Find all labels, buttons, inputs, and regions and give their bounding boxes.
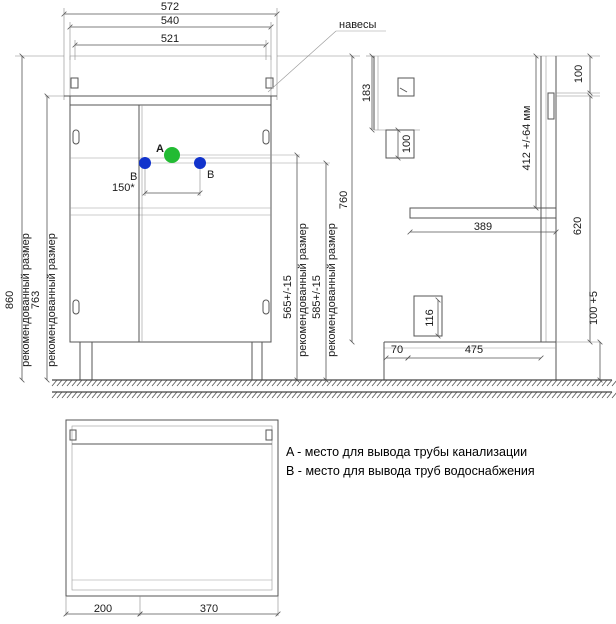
floor-hatch-mark xyxy=(362,392,367,398)
floor-hatch-mark xyxy=(237,380,242,386)
floor-hatch-mark xyxy=(497,380,502,386)
floor-hatch-mark xyxy=(392,392,397,398)
floor-hatch-mark xyxy=(217,392,222,398)
floor-hatch-mark xyxy=(182,392,187,398)
floor-hatch-mark xyxy=(452,392,457,398)
floor-hatch-mark xyxy=(192,380,197,386)
floor-hatch-mark xyxy=(207,380,212,386)
height-763-label: 763 xyxy=(30,290,42,310)
floor-hatching xyxy=(52,380,616,398)
outlet-b-left-marker xyxy=(139,157,151,169)
floor-hatch-mark xyxy=(382,392,387,398)
floor-hatch-mark xyxy=(82,380,87,386)
floor-hatch-mark xyxy=(92,392,97,398)
floor-hatch-mark xyxy=(292,392,297,398)
floor-hatch-mark xyxy=(492,392,497,398)
width-572-label: 572 xyxy=(160,1,180,13)
floor-hatch-mark xyxy=(527,380,532,386)
floor-hatch-mark xyxy=(197,380,202,386)
floor-hatch-mark xyxy=(207,392,212,398)
floor-hatch-mark xyxy=(152,380,157,386)
floor-hatch-mark xyxy=(417,380,422,386)
floor-hatch-mark xyxy=(62,380,67,386)
floor-hatch-mark xyxy=(467,392,472,398)
floor-hatch-mark xyxy=(507,392,512,398)
floor-hatch-mark xyxy=(302,392,307,398)
floor-hatch-mark xyxy=(232,392,237,398)
floor-hatch-mark xyxy=(242,392,247,398)
floor-hatch-mark xyxy=(122,380,127,386)
floor-hatch-mark xyxy=(262,380,267,386)
floor-hatch-mark xyxy=(147,392,152,398)
floor-hatch-mark xyxy=(172,392,177,398)
floor-hatch-mark xyxy=(317,380,322,386)
floor-hatch-mark xyxy=(332,380,337,386)
floor-hatch-mark xyxy=(247,380,252,386)
floor-hatch-mark xyxy=(432,392,437,398)
floor-hatch-mark xyxy=(322,392,327,398)
floor-hatch-mark xyxy=(222,392,227,398)
outlet-b-left-label: B xyxy=(130,171,138,183)
floor-hatch-mark xyxy=(132,392,137,398)
outlet-spacing-label: 150* xyxy=(112,182,135,194)
floor-hatch-mark xyxy=(162,392,167,398)
floor-hatch-mark xyxy=(407,392,412,398)
floor-hatch-mark xyxy=(302,380,307,386)
floor-hatch-mark xyxy=(582,392,587,398)
floor-hatch-mark xyxy=(262,392,267,398)
floor-hatch-mark xyxy=(97,380,102,386)
floor-hatch-mark xyxy=(72,380,77,386)
floor-hatch-mark xyxy=(352,392,357,398)
floor-hatch-mark xyxy=(192,392,197,398)
floor-hatch-mark xyxy=(517,380,522,386)
dim-100-left-label: 100 xyxy=(401,134,413,154)
floor-hatch-mark xyxy=(252,392,257,398)
floor-hatch-mark xyxy=(602,392,607,398)
floor-hatch-mark xyxy=(402,392,407,398)
floor-hatch-mark xyxy=(542,392,547,398)
floor-hatch-mark xyxy=(457,392,462,398)
floor-hatch-mark xyxy=(597,392,602,398)
floor-hatch-mark xyxy=(502,380,507,386)
floor-hatch-mark xyxy=(402,380,407,386)
floor-hatch-mark xyxy=(277,380,282,386)
floor-hatch-mark xyxy=(137,380,142,386)
floor-hatch-mark xyxy=(397,380,402,386)
floor-hatch-mark xyxy=(552,380,557,386)
floor-hatch-mark xyxy=(147,380,152,386)
floor-hatch-mark xyxy=(312,392,317,398)
floor-hatch-mark xyxy=(497,392,502,398)
floor-hatch-mark xyxy=(467,380,472,386)
floor-hatch-mark xyxy=(612,392,616,398)
floor-hatch-mark xyxy=(482,392,487,398)
floor-hatch-mark xyxy=(87,392,92,398)
floor-hatch-mark xyxy=(167,380,172,386)
floor-hatch-mark xyxy=(547,380,552,386)
outlet-height-585-caption: рекомендованный размер xyxy=(326,223,338,357)
floor-hatch-mark xyxy=(442,380,447,386)
dim-116-label: 116 xyxy=(424,309,436,327)
floor-hatch-mark xyxy=(242,380,247,386)
floor-hatch-mark xyxy=(107,392,112,398)
floor-hatch-mark xyxy=(202,380,207,386)
floor-hatch-mark xyxy=(102,380,107,386)
floor-hatch-mark xyxy=(562,392,567,398)
floor-hatch-mark xyxy=(612,380,616,386)
floor-hatch-mark xyxy=(287,392,292,398)
plan-dim-370-label: 370 xyxy=(199,603,219,615)
floor-hatch-mark xyxy=(407,380,412,386)
floor-hatch-mark xyxy=(127,392,132,398)
floor-hatch-mark xyxy=(272,392,277,398)
floor-hatch-mark xyxy=(182,380,187,386)
floor-hatch-mark xyxy=(132,380,137,386)
floor-hatch-mark xyxy=(92,380,97,386)
floor-hatch-mark xyxy=(312,380,317,386)
floor-hatch-mark xyxy=(112,392,117,398)
floor-hatch-mark xyxy=(157,392,162,398)
floor-hatch-mark xyxy=(237,392,242,398)
floor-hatch-mark xyxy=(532,380,537,386)
floor-hatch-mark xyxy=(592,380,597,386)
floor-hatch-mark xyxy=(212,392,217,398)
height-860-caption: рекомендованный размер xyxy=(20,233,32,367)
width-540-label: 540 xyxy=(160,15,180,27)
outlet-b-right-marker xyxy=(194,157,206,169)
floor-hatch-mark xyxy=(542,380,547,386)
floor-hatch-mark xyxy=(502,392,507,398)
floor-hatch-mark xyxy=(67,392,72,398)
floor-hatch-mark xyxy=(462,380,467,386)
floor-hatch-mark xyxy=(327,392,332,398)
floor-hatch-mark xyxy=(342,380,347,386)
floor-hatch-mark xyxy=(362,380,367,386)
floor-hatch-mark xyxy=(272,380,277,386)
floor-hatch-mark xyxy=(472,392,477,398)
floor-hatch-mark xyxy=(347,380,352,386)
floor-hatch-mark xyxy=(417,392,422,398)
floor-hatch-mark xyxy=(352,380,357,386)
floor-hatch-mark xyxy=(252,380,257,386)
floor-hatch-mark xyxy=(527,392,532,398)
floor-hatch-mark xyxy=(412,380,417,386)
floor-hatch-mark xyxy=(52,392,57,398)
floor-hatch-mark xyxy=(247,392,252,398)
dim-70-label: 70 xyxy=(390,344,404,356)
floor-hatch-mark xyxy=(377,392,382,398)
side-cabinet-profile xyxy=(384,56,600,380)
floor-hatch-mark xyxy=(267,392,272,398)
floor-hatch-mark xyxy=(282,392,287,398)
floor-hatch-mark xyxy=(572,392,577,398)
floor-hatch-mark xyxy=(282,380,287,386)
floor-hatch-mark xyxy=(142,392,147,398)
floor-hatch-mark xyxy=(562,380,567,386)
floor-hatch-mark xyxy=(377,380,382,386)
floor-hatch-mark xyxy=(477,392,482,398)
outlet-height-585-label: 585+/-15 xyxy=(311,275,323,319)
floor-hatch-mark xyxy=(487,380,492,386)
floor-hatch-mark xyxy=(437,380,442,386)
front-width-dimensions xyxy=(64,1,277,100)
legend-item-a: A - место для вывода трубы канализации xyxy=(286,445,528,459)
floor-hatch-mark xyxy=(287,380,292,386)
floor-hatch-mark xyxy=(172,380,177,386)
floor-hatch-mark xyxy=(82,392,87,398)
floor-hatch-mark xyxy=(512,380,517,386)
dim-100-5-label: 100 +5 xyxy=(588,291,600,325)
floor-hatch-mark xyxy=(322,380,327,386)
floor-hatch-mark xyxy=(357,392,362,398)
floor-hatch-mark xyxy=(212,380,217,386)
floor-hatch-mark xyxy=(357,380,362,386)
dim-389-label: 389 xyxy=(473,221,493,233)
floor-hatch-mark xyxy=(427,380,432,386)
floor-hatch-mark xyxy=(77,380,82,386)
floor-hatch-mark xyxy=(512,392,517,398)
floor-hatch-mark xyxy=(332,392,337,398)
floor-hatch-mark xyxy=(97,392,102,398)
floor-hatch-mark xyxy=(592,392,597,398)
floor-hatch-mark xyxy=(227,380,232,386)
floor-hatch-mark xyxy=(397,392,402,398)
floor-hatch-mark xyxy=(187,380,192,386)
floor-hatch-mark xyxy=(412,392,417,398)
floor-hatch-mark xyxy=(157,380,162,386)
dim-183-label: 183 xyxy=(361,83,373,103)
outlet-height-565-label: 565+/-15 xyxy=(282,275,294,319)
floor-hatch-mark xyxy=(337,392,342,398)
side-view xyxy=(361,56,600,380)
floor-hatch-mark xyxy=(582,380,587,386)
outlet-b-right-label: B xyxy=(207,169,215,181)
floor-hatch-mark xyxy=(447,392,452,398)
legend xyxy=(286,445,535,478)
dim-475-label: 475 xyxy=(464,344,484,356)
floor-hatch-mark xyxy=(432,380,437,386)
floor-hatch-mark xyxy=(547,392,552,398)
outlet-a-marker xyxy=(164,147,180,163)
dim-412-label: 412 +/-64 мм xyxy=(521,105,533,171)
floor-hatch-mark xyxy=(127,380,132,386)
floor-hatch-mark xyxy=(602,380,607,386)
height-760-label: 760 xyxy=(338,190,350,210)
floor-hatch-mark xyxy=(197,392,202,398)
floor-hatch-mark xyxy=(162,380,167,386)
floor-hatch-mark xyxy=(442,392,447,398)
dim-620-label: 620 xyxy=(572,216,584,236)
floor-hatch-mark xyxy=(347,392,352,398)
floor-hatch-mark xyxy=(307,380,312,386)
floor-hatch-mark xyxy=(367,392,372,398)
hinge-callout-label: навесы xyxy=(339,19,377,31)
dim-100-top-label: 100 xyxy=(573,64,585,84)
floor-hatch-mark xyxy=(372,380,377,386)
floor-hatch-mark xyxy=(202,392,207,398)
floor-hatch-mark xyxy=(477,380,482,386)
hinge-icons xyxy=(71,78,273,314)
floor-hatch-mark xyxy=(447,380,452,386)
floor-hatch-mark xyxy=(107,380,112,386)
floor-hatch-mark xyxy=(482,380,487,386)
floor-hatch-mark xyxy=(87,380,92,386)
floor-hatch-mark xyxy=(257,392,262,398)
floor-hatch-mark xyxy=(117,380,122,386)
floor-hatch-mark xyxy=(382,380,387,386)
floor-hatch-mark xyxy=(72,392,77,398)
floor-hatch-mark xyxy=(217,380,222,386)
floor-hatch-mark xyxy=(597,380,602,386)
floor-hatch-mark xyxy=(537,392,542,398)
hinge-callout xyxy=(268,19,386,92)
floor-hatch-mark xyxy=(517,392,522,398)
floor-hatch-mark xyxy=(327,380,332,386)
outlet-height-565-caption: рекомендованный размер xyxy=(297,223,309,357)
height-860-label: 860 xyxy=(4,290,16,310)
floor-hatch-mark xyxy=(267,380,272,386)
floor-hatch-mark xyxy=(67,380,72,386)
floor-hatch-mark xyxy=(177,380,182,386)
floor-hatch-mark xyxy=(317,392,322,398)
floor-hatch-mark xyxy=(552,392,557,398)
floor-hatch-mark xyxy=(177,392,182,398)
floor-hatch-mark xyxy=(567,392,572,398)
floor-hatch-mark xyxy=(522,392,527,398)
legend-item-b: B - место для вывода труб водоснабжения xyxy=(286,464,535,478)
floor-hatch-mark xyxy=(142,380,147,386)
floor-hatch-mark xyxy=(52,380,57,386)
floor-hatch-mark xyxy=(342,392,347,398)
plan-view xyxy=(66,420,278,616)
floor-hatch-mark xyxy=(77,392,82,398)
floor-hatch-mark xyxy=(587,380,592,386)
floor-hatch-mark xyxy=(372,392,377,398)
plan-dim-200-label: 200 xyxy=(93,603,113,615)
floor-hatch-mark xyxy=(607,380,612,386)
floor-hatch-mark xyxy=(507,380,512,386)
floor-hatch-mark xyxy=(297,380,302,386)
floor-hatch-mark xyxy=(337,380,342,386)
floor-hatch-mark xyxy=(187,392,192,398)
floor-hatch-mark xyxy=(422,380,427,386)
floor-hatch-mark xyxy=(572,380,577,386)
floor-hatch-mark xyxy=(232,380,237,386)
floor-hatch-mark xyxy=(457,380,462,386)
floor-hatch-mark xyxy=(102,392,107,398)
floor-hatch-mark xyxy=(472,380,477,386)
floor-hatch-mark xyxy=(577,392,582,398)
outlet-a-label: A xyxy=(156,143,164,155)
floor-hatch-mark xyxy=(427,392,432,398)
floor-hatch-mark xyxy=(557,392,562,398)
floor-hatch-mark xyxy=(112,380,117,386)
floor-hatch-mark xyxy=(167,392,172,398)
floor-hatch-mark xyxy=(392,380,397,386)
floor-hatch-mark xyxy=(462,392,467,398)
floor-hatch-mark xyxy=(532,392,537,398)
floor-hatch-mark xyxy=(137,392,142,398)
floor-hatch-mark xyxy=(122,392,127,398)
floor-hatch-mark xyxy=(277,392,282,398)
floor-hatch-mark xyxy=(587,392,592,398)
floor-hatch-mark xyxy=(227,392,232,398)
height-763-caption: рекомендованный размер xyxy=(46,233,58,367)
floor-hatch-mark xyxy=(567,380,572,386)
floor-hatch-mark xyxy=(297,392,302,398)
floor-hatch-mark xyxy=(57,392,62,398)
floor-hatch-mark xyxy=(387,392,392,398)
floor-hatch-mark xyxy=(62,392,67,398)
cabinet-front-body xyxy=(64,56,277,380)
floor-hatch-mark xyxy=(222,380,227,386)
floor-hatch-mark xyxy=(492,380,497,386)
floor-hatch-mark xyxy=(292,380,297,386)
front-view xyxy=(4,1,386,380)
floor-hatch-mark xyxy=(607,392,612,398)
floor-hatch-mark xyxy=(557,380,562,386)
floor-hatch-mark xyxy=(522,380,527,386)
floor-hatch-mark xyxy=(367,380,372,386)
floor-hatch-mark xyxy=(437,392,442,398)
floor-hatch-mark xyxy=(307,392,312,398)
floor-hatch-mark xyxy=(257,380,262,386)
floor-hatch-mark xyxy=(117,392,122,398)
floor-hatch-mark xyxy=(152,392,157,398)
width-521-label: 521 xyxy=(160,33,180,45)
floor-hatch-mark xyxy=(487,392,492,398)
floor-hatch-mark xyxy=(387,380,392,386)
floor-hatch-mark xyxy=(537,380,542,386)
floor-hatch-mark xyxy=(57,380,62,386)
floor-hatch-mark xyxy=(577,380,582,386)
floor-hatch-mark xyxy=(422,392,427,398)
floor-hatch-mark xyxy=(452,380,457,386)
